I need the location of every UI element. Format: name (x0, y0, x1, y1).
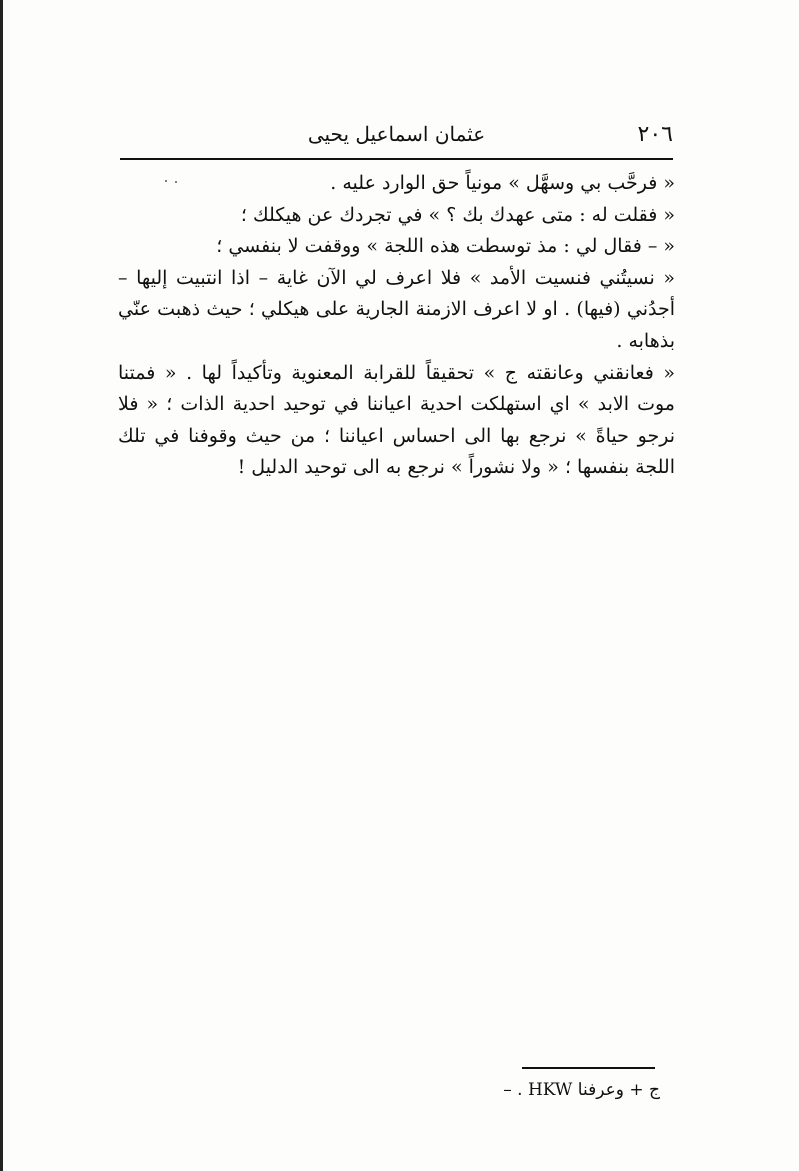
paragraph-5: « فعانقني وعانقته ج » تحقيقاً للقرابة المعنوية وتأكيداً لها . « فمتنا موت الابد » اي استهلكت احدية اعياننا في توحيد احدية الذات ؛ « فلا نرجو حياةً » نرجع بها الى احساس اعياننا ؛ من حيث وقوفنا في تلك اللجة بنفسها ؛ « ولا نشوراً » نرجع به الى توحيد الدليل ! (118, 361, 675, 479)
scan-left-edge (0, 0, 3, 1171)
page-header (120, 118, 673, 158)
paragraph-4: « نسيتُني فنسيت الأمد » فلا اعرف لي الآن غاية – اذا انتبيت إليها – أجدُني (فيها) . او لا اعرف الازمنة الجارية على هيكلي ؛ حيث ذهبت عنّي بذهابه . (118, 266, 675, 352)
footnote-rule (522, 1067, 655, 1069)
header-rule (120, 158, 673, 160)
scan-speck (175, 181, 177, 183)
scan-speck (165, 180, 167, 182)
page-number: ٢٠٦ (637, 122, 673, 147)
main-text (118, 168, 675, 484)
footnote: ج + وعرفنا HKW . – (503, 1080, 660, 1100)
paragraph-3: « – فقال لي : مذ توسطت هذه اللجة » ووقفت لا بنفسي ؛ (216, 235, 675, 258)
paragraph-2: « فقلت له : متى عهدك بك ؟ » في تجردك عن هيكلك ؛ (240, 203, 675, 226)
paragraph-1: « فرحَّب بي وسهَّل » مونياً حق الوارد عليه . (330, 172, 675, 194)
running-head: عثمان اسماعيل يحيى (307, 122, 486, 146)
